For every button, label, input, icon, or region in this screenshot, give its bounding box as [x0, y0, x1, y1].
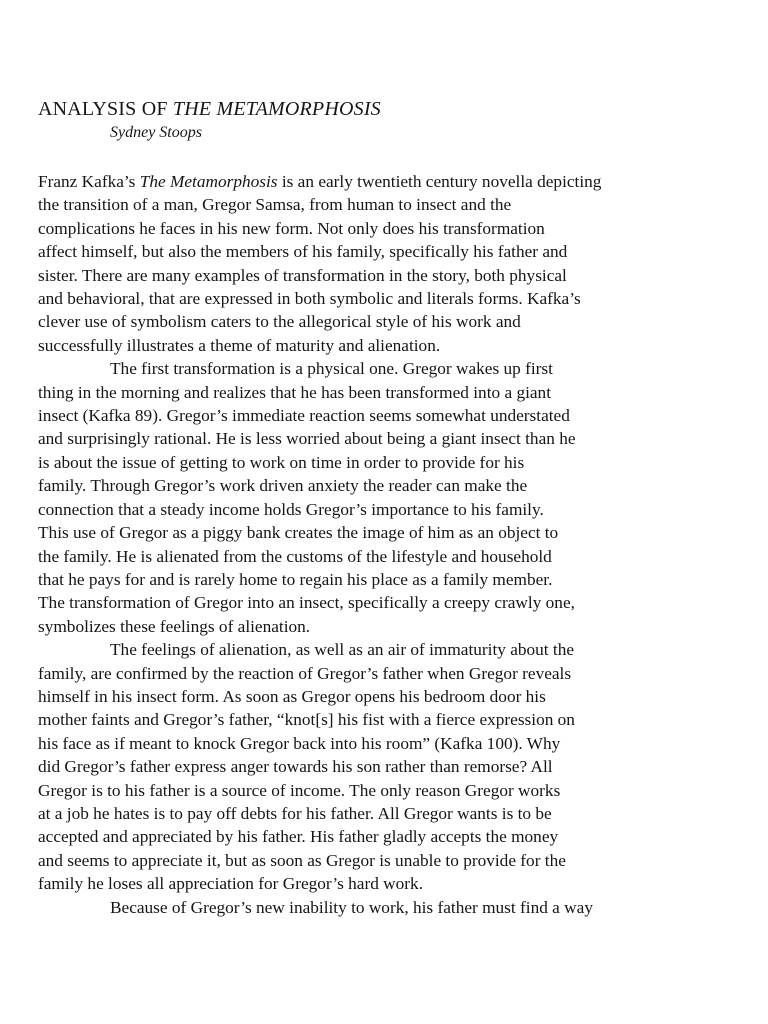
essay-title [38, 96, 714, 122]
paragraph-1 [38, 170, 714, 357]
paragraph-line: This use of Gregor as a piggy bank creates the image of him as an object to [38, 523, 559, 543]
paragraph-2 [38, 357, 714, 638]
paragraph-line [38, 170, 714, 193]
paragraph-line: and surprisingly rational. He is less worried about being a giant insect than he [38, 429, 576, 449]
paragraph-line: did Gregor’s father express anger towards his son rather than remorse? All [38, 757, 553, 777]
paragraph-line: his face as if meant to knock Gregor back into his room” (Kafka 100). Why [38, 733, 561, 753]
paragraph-3 [38, 638, 714, 895]
paragraph-line: himself in his insect form. As soon as Gregor opens his bedroom door his [38, 686, 546, 706]
p1-rest: is an early twentieth century novella depicting [277, 172, 602, 191]
paragraph-line: The transformation of Gregor into an insect, specifically a creepy crawly one, [38, 593, 575, 613]
essay-body [38, 170, 714, 919]
document-page [38, 96, 714, 919]
title-work: THE METAMORPHOSIS [172, 98, 381, 120]
paragraph-line: is about the issue of getting to work on time in order to provide for his [38, 452, 525, 472]
paragraph-line: mother faints and Gregor’s father, “knot[s] his fist with a fierce expression on [38, 710, 575, 730]
paragraph-line: affect himself, but also the members of his family, specifically his father and [38, 242, 568, 262]
paragraph-line: Because of Gregor’s new inability to work, his father must find a way [110, 897, 593, 917]
paragraph-line: and seems to appreciate it, but as soon as Gregor is unable to provide for the [38, 850, 566, 870]
paragraph-line: Gregor is to his father is a source of income. The only reason Gregor works [38, 780, 561, 800]
paragraph-line: family, are confirmed by the reaction of Gregor’s father when Gregor reveals [38, 663, 572, 683]
paragraph-line: clever use of symbolism caters to the allegorical style of his work and [38, 312, 521, 332]
paragraph-line: family. Through Gregor’s work driven anxiety the reader can make the [38, 476, 528, 496]
p1-work-title: The Metamorphosis [139, 172, 278, 191]
paragraph-line: connection that a steady income holds Gregor’s importance to his family. [38, 499, 544, 519]
paragraph-line: insect (Kafka 89). Gregor’s immediate reaction seems somewhat understated [38, 406, 570, 426]
paragraph-line: at a job he hates is to pay off debts for his father. All Gregor wants is to be [38, 803, 552, 823]
paragraph-line: family he loses all appreciation for Gregor’s hard work. [38, 874, 424, 894]
author-name: Sydney Stoops [110, 124, 202, 141]
paragraph-line: The first transformation is a physical one. Gregor wakes up first [110, 359, 553, 379]
title-prefix: ANALYSIS OF [38, 98, 173, 120]
paragraph-line: The feelings of alienation, as well as an air of immaturity about the [110, 640, 575, 660]
paragraph-line: thing in the morning and realizes that he has been transformed into a giant [38, 382, 552, 402]
paragraph-line: complications he faces in his new form. Not only does his transformation [38, 218, 545, 238]
paragraph-line: successfully illustrates a theme of maturity and alienation. [38, 335, 441, 355]
paragraph-line: accepted and appreciated by his father. His father gladly accepts the money [38, 827, 559, 847]
paragraph-4 [38, 896, 714, 919]
paragraph-line: symbolizes these feelings of alienation. [38, 616, 311, 636]
paragraph-line: that he pays for and is rarely home to regain his place as a family member. [38, 569, 553, 589]
p1-intro: Franz Kafka’s [38, 172, 140, 191]
paragraph-line: the transition of a man, Gregor Samsa, from human to insect and the [38, 195, 512, 215]
paragraph-line: and behavioral, that are expressed in both symbolic and literals forms. Kafka’s [38, 289, 581, 309]
paragraph-line: the family. He is alienated from the customs of the lifestyle and household [38, 546, 552, 566]
paragraph-line: sister. There are many examples of transformation in the story, both physical [38, 265, 567, 285]
